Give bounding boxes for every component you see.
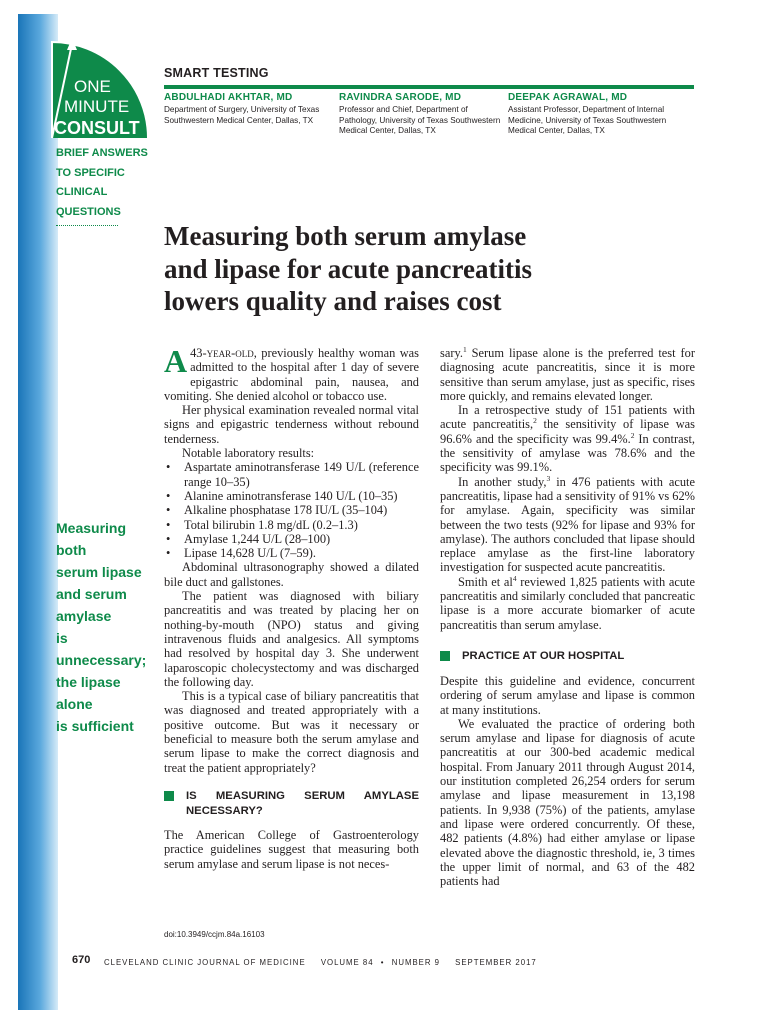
author-3	[508, 92, 673, 137]
tagline-line: TO SPECIFIC	[56, 166, 125, 179]
paragraph: The American College of Gastroenterology practice guidelines suggest that measuring both serum amylase and serum lipase is not neces-	[164, 827, 419, 871]
pull-quote-line: is unnecessary;	[56, 630, 147, 668]
list-item: • Lipase 14,628 U/L (7–59).	[166, 546, 317, 561]
paragraph: In a retrospective study of 151 patients with acute pancreatitis,$^2$ the sensitivity of lipase was 96.6% and the specificity was 99.4%.$^2$ In contrast, the sensitivity of amylase was 78.6% and the specificity was 99.1%.	[440, 403, 695, 475]
author-name: ABDULHADI AKHTAR, MD	[164, 92, 293, 103]
brief-answers-tagline	[56, 144, 156, 222]
tagline-line: QUESTIONS	[56, 205, 121, 218]
doi-reference: doi:10.3949/ccjm.84a.16103	[164, 930, 265, 939]
paragraph: Smith et $al^4$ reviewed 1,825 patients with acute pancreatitis and similarly concluded that pancreatic lipase is a more accurate biomarker of acute pancreatitis than serum amylase.	[440, 573, 695, 632]
journal-footer: CLEVELAND CLINIC JOURNAL OF MEDICINE VOLUME 84 • NUMBER 9 SEPTEMBER 2017	[104, 958, 537, 967]
list-item: • Amylase 1,244 U/L (28–100)	[166, 531, 331, 546]
header-rule	[164, 85, 694, 89]
list-item: • Total bilirubin 1.8 mg/dL (0.2–1.3)	[166, 517, 358, 532]
author-2	[339, 92, 504, 137]
list-item: • Alanine aminotransferase 140 U/L (10–35)	[166, 488, 398, 503]
paragraph: In another study,$^3$ in 476 patients with acute pancreatitis, lipase had a sensitivity of 91% vs 62% for amylase. Again, specificity was similar between the two tests (92% for lipase and 93% for amylase). The authors concluded that lipase should replace amylase as the first-line laboratory investigation for suspected acute pancreatitis.	[440, 473, 695, 575]
paragraph: Notable laboratory results:	[182, 446, 315, 461]
author-affiliation: Assistant Professor, Department of Internal Medicine, University of Texas Southwestern Medical Center, Dallas, TX	[508, 105, 667, 135]
one-minute-consult-logo	[50, 36, 160, 140]
paragraph: Despite this guideline and evidence, concurrent ordering of serum amylase and lipase is common at many institutions.	[440, 673, 695, 717]
author-name: RAVINDRA SARODE, MD	[339, 92, 462, 103]
green-square-icon	[440, 651, 450, 661]
page-number: 670	[72, 954, 91, 966]
green-square-icon	[164, 791, 174, 801]
pull-quote-line: amylase	[56, 608, 112, 624]
logo-text-consult: CONSULT	[54, 118, 140, 138]
paragraph: This is a typical case of biliary pancreatitis that was diagnosed and treated appropriately with a positive outcome. But was it necessary or beneficial to measure both the serum amylase and serum lipase to make the correct diagnosis and treat the patient appropriately?	[164, 689, 419, 775]
pull-quote-line: Measuring both	[56, 520, 127, 558]
paragraph-text: previously healthy woman was admitted to the hospital after 1 day of severe epigastric abdominal pain, nausea, and vomiting. She denied alcohol or tobacco use.	[164, 346, 419, 403]
body-column-2	[440, 346, 695, 888]
pull-quote	[56, 517, 156, 737]
list-item: • Aspartate aminotransferase 149 U/L (reference range 10–35)	[166, 460, 419, 489]
logo-text-minute: MINUTE	[64, 97, 130, 116]
subheading: PRACTICE AT OUR HOSPITAL	[440, 649, 695, 664]
paragraph: We evaluated the practice of ordering both serum amylase and lipase for diagnosis of acute pancreatitis at our 300-bed academic medical hospital. From January 2011 through August 2014, our institution completed 26,254 orders for serum amylase and lipase measurement in 13,198 patients. In 9,938 (75%) of the patients, amylase and lipase were ordered concurrently. Of these, 482 patients (4.8%) had either amylase or lipase elevated above the diagnostic threshold, ie, 3 times the upper limit of normal, and 63 of the 482 patients had	[440, 716, 695, 889]
tagline-line: CLINICAL	[56, 186, 108, 198]
case-paragraph	[164, 343, 419, 403]
blue-sidebar-bar	[18, 14, 58, 1010]
logo-text-one: ONE	[74, 77, 111, 96]
pull-quote-line: the lipase alone	[56, 674, 121, 712]
list-item: • Alkaline phosphatase 178 IU/L (35–104)	[166, 503, 388, 518]
author-1	[164, 92, 329, 126]
paragraph: Abdominal ultrasonography showed a dilated bile duct and gallstones.	[164, 560, 419, 589]
title-line: Measuring both serum amylase	[164, 221, 527, 251]
article-title	[164, 220, 704, 318]
body-column-1	[164, 343, 419, 871]
dotted-divider	[56, 225, 118, 226]
author-affiliation: Professor and Chief, Department of Pathology, University of Texas Southwestern Medical Center, Dallas, TX	[339, 105, 501, 135]
lead-smallcaps: 43-year-old,	[190, 346, 257, 360]
section-label: SMART TESTING	[164, 66, 269, 80]
lab-results-list	[164, 460, 419, 560]
title-line: and lipase for acute pancreatitis	[164, 253, 532, 284]
drop-cap: A	[164, 343, 188, 379]
tagline-line: BRIEF ANSWERS	[56, 147, 148, 159]
author-name: DEEPAK AGRAWAL, MD	[508, 92, 628, 103]
pull-quote-line: is sufficient	[56, 718, 134, 734]
paragraph: The patient was diagnosed with biliary pancreatitis and was treated by placing her on nothing-by-mouth (NPO) status and giving intravenous fluids and analgesics. All symptoms had resolved by hospital day 3. She underwent laparoscopic cholecystectomy and was discharged the following day.	[164, 589, 419, 689]
paragraph: Her physical examination revealed normal vital signs and epigastric tenderness without rebound tenderness.	[164, 403, 419, 446]
title-line: lowers quality and raises cost	[164, 286, 502, 316]
subheading: IS MEASURING SERUM AMYLASE NECESSARY?	[164, 789, 419, 819]
paragraph: sary.$^1$ Serum lipase alone is the preferred test for diagnosing acute pancreatitis, since it is more sensitive than serum amylase, just as specific, rises more quickly, and remains elevated longer.	[440, 344, 695, 403]
pull-quote-line: serum lipase	[56, 564, 142, 580]
author-affiliation: Department of Surgery, University of Texas Southwestern Medical Center, Dallas, TX	[164, 105, 320, 125]
pull-quote-line: and serum	[56, 586, 127, 602]
